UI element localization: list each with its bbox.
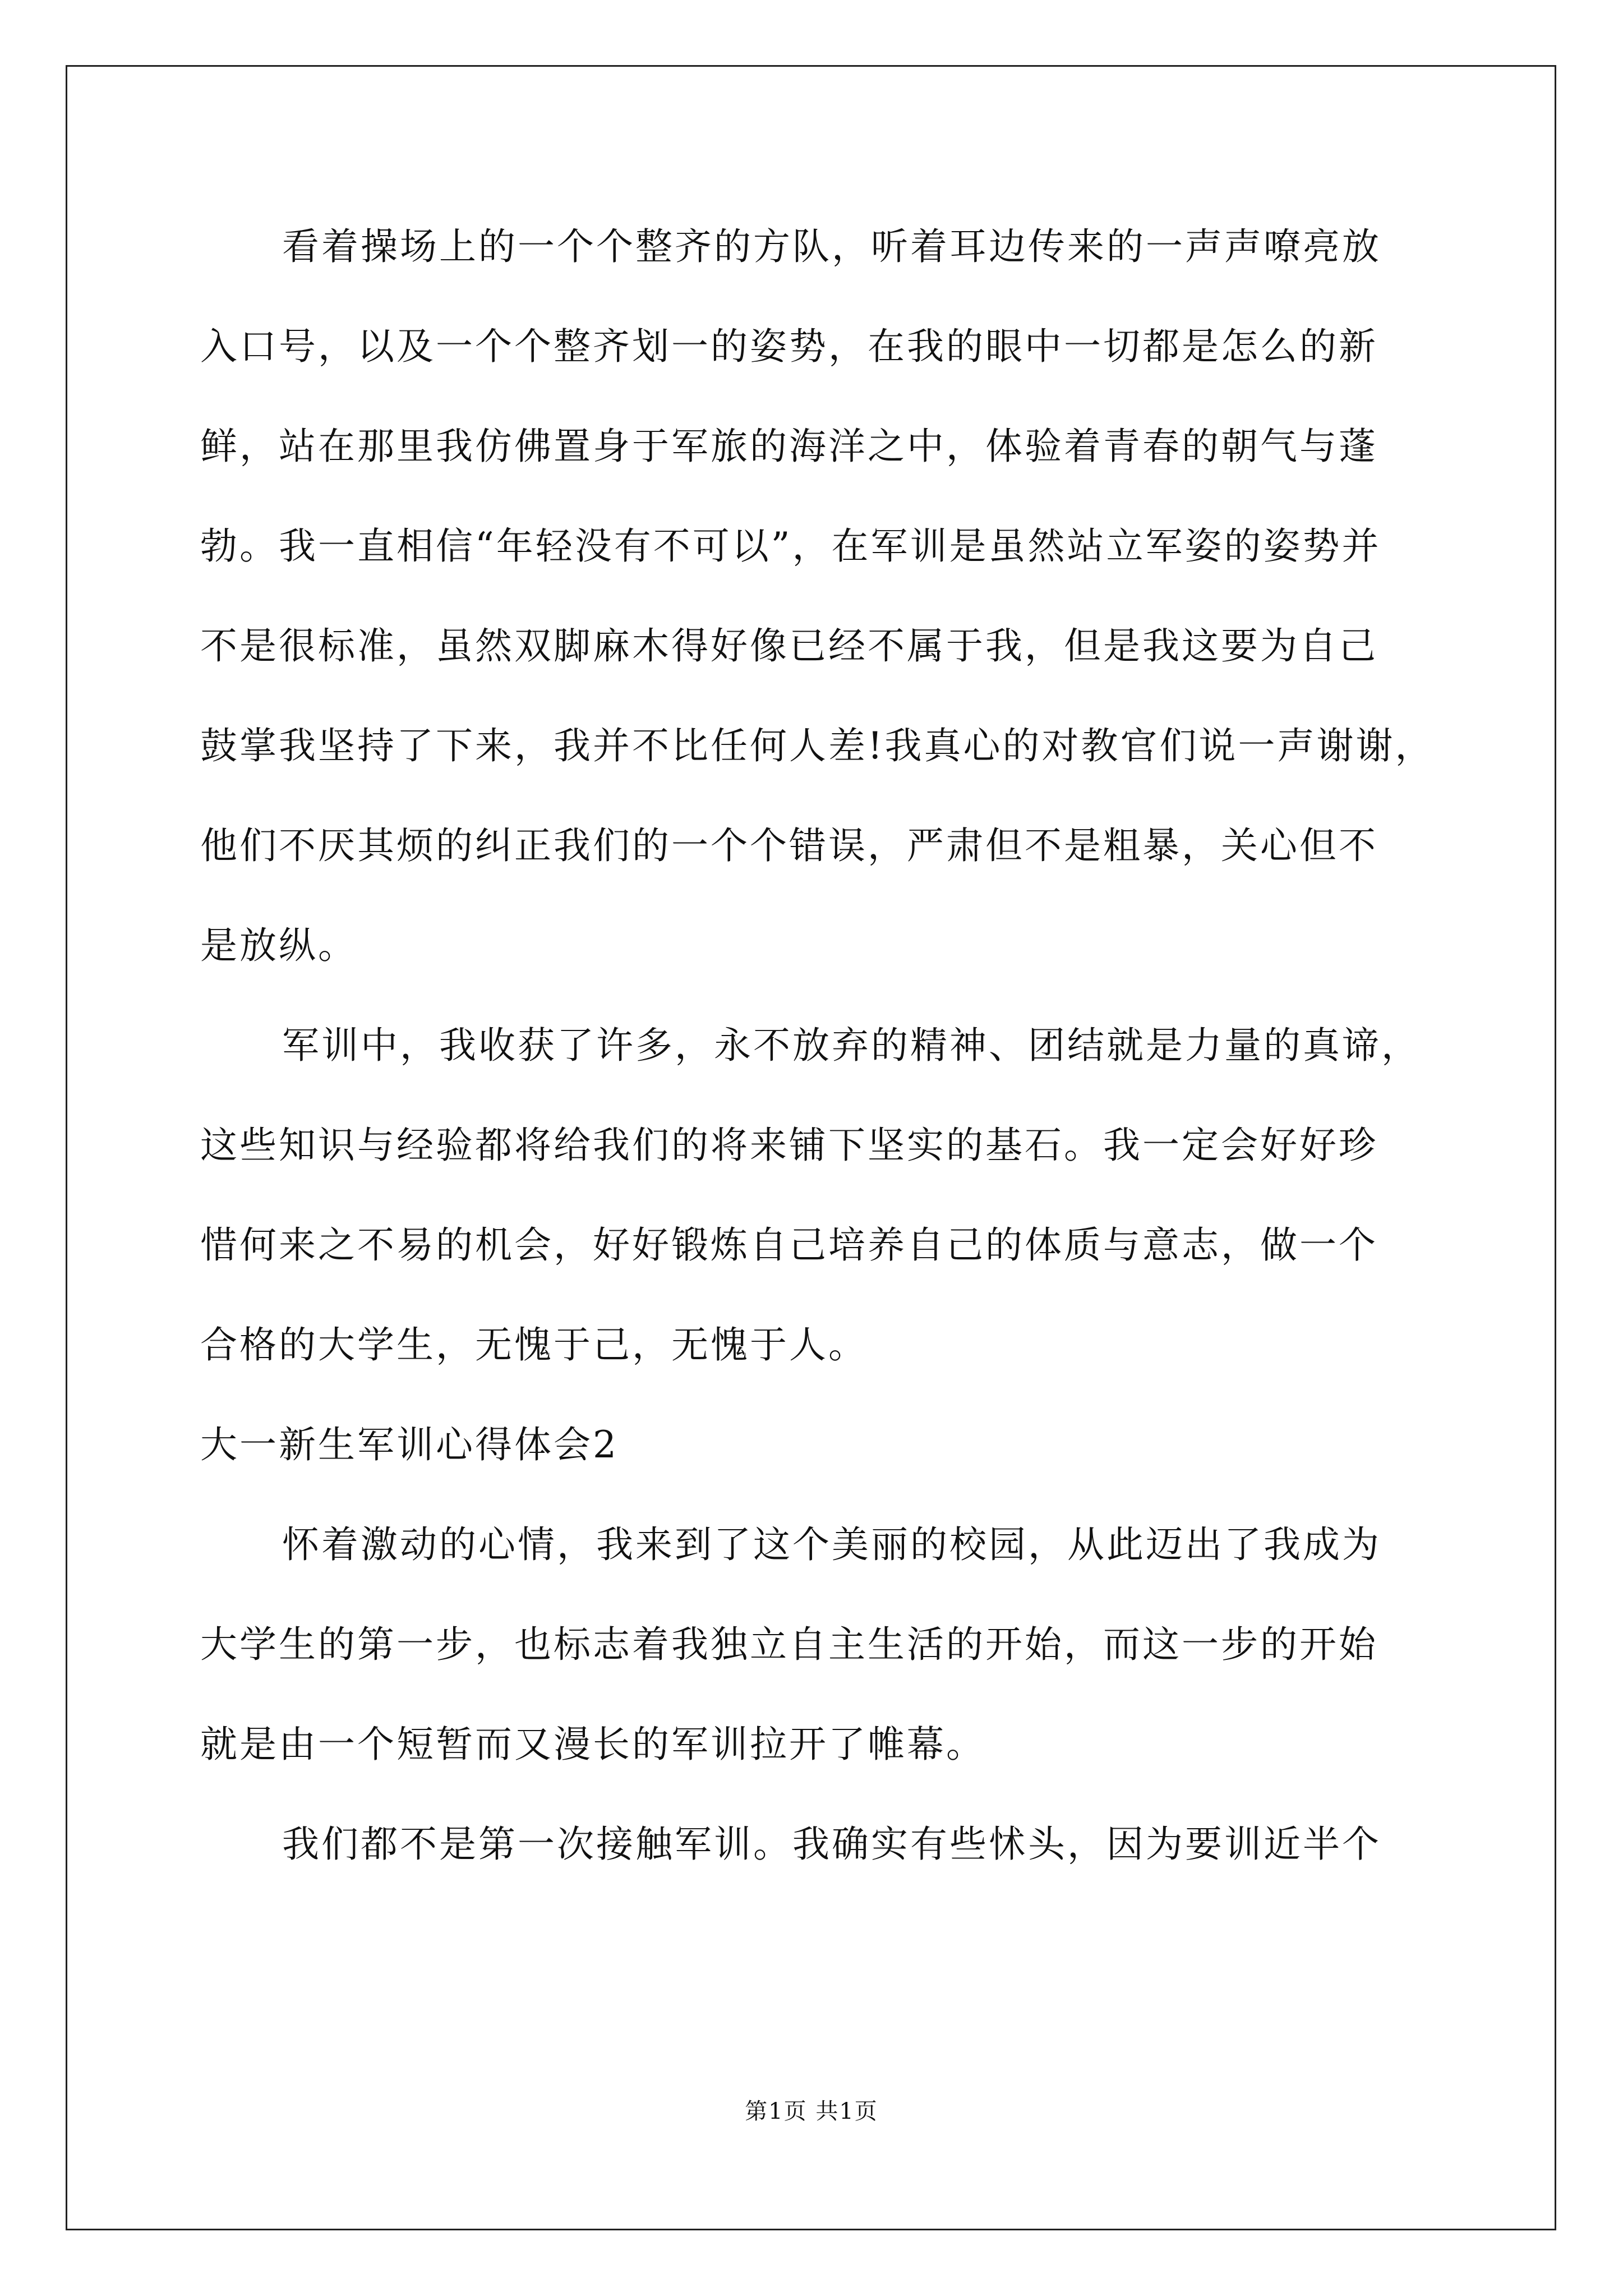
paragraph-1-line-2: 入口号，以及一个个整齐划一的姿势，在我的眼中一切都是怎么的新 <box>200 325 1378 368</box>
paragraph-2-line-3: 惜何来之不易的机会，好好锻炼自己培养自己的体质与意志，做一个 <box>200 1223 1378 1267</box>
paragraph-1-line-8: 是放纵。 <box>200 924 357 967</box>
paragraph-1-line-7: 他们不厌其烦的纠正我们的一个个错误，严肃但不是粗暴，关心但不 <box>200 824 1378 867</box>
document-body <box>200 219 1434 1916</box>
section-heading: 大一新生军训心得体会2 <box>200 1423 619 1466</box>
paragraph-2-line-4: 合格的大学生，无愧于己，无愧于人。 <box>200 1323 868 1366</box>
paragraph-1-line-6: 鼓掌我坚持了下来，我并不比任何人差!我真心的对教官们说一声谢谢， <box>200 724 1435 767</box>
page-footer: 第1页 共1页 <box>745 2099 878 2124</box>
paragraph-2-line-2: 这些知识与经验都将给我们的将来铺下坚实的基石。我一定会好好珍 <box>200 1124 1378 1167</box>
paragraph-4-line-1: 我们都不是第一次接触军训。我确实有些怵头，因为要训近半个 <box>282 1823 1381 1866</box>
paragraph-1-line-4: 勃。我一直相信“年轻没有不可以”，在军训是虽然站立军姿的姿势并 <box>200 524 1381 568</box>
paragraph-2-line-1: 军训中，我收获了许多，永不放弃的精神、团结就是力量的真谛， <box>282 1024 1421 1067</box>
paragraph-1-line-5: 不是很标准，虽然双脚麻木得好像已经不属于我，但是我这要为自己 <box>200 624 1378 668</box>
paragraph-1-line-3: 鲜，站在那里我仿佛置身于军旅的海洋之中，体验着青春的朝气与蓬 <box>200 425 1378 468</box>
paragraph-3-line-3: 就是由一个短暂而又漫长的军训拉开了帷幕。 <box>200 1723 985 1766</box>
paragraph-3-line-1: 怀着激动的心情，我来到了这个美丽的校园，从此迈出了我成为 <box>282 1523 1381 1566</box>
paragraph-3-line-2: 大学生的第一步，也标志着我独立自主生活的开始，而这一步的开始 <box>200 1623 1378 1666</box>
paragraph-1-line-1: 看着操场上的一个个整齐的方队，听着耳边传来的一声声嘹亮放 <box>282 225 1381 268</box>
